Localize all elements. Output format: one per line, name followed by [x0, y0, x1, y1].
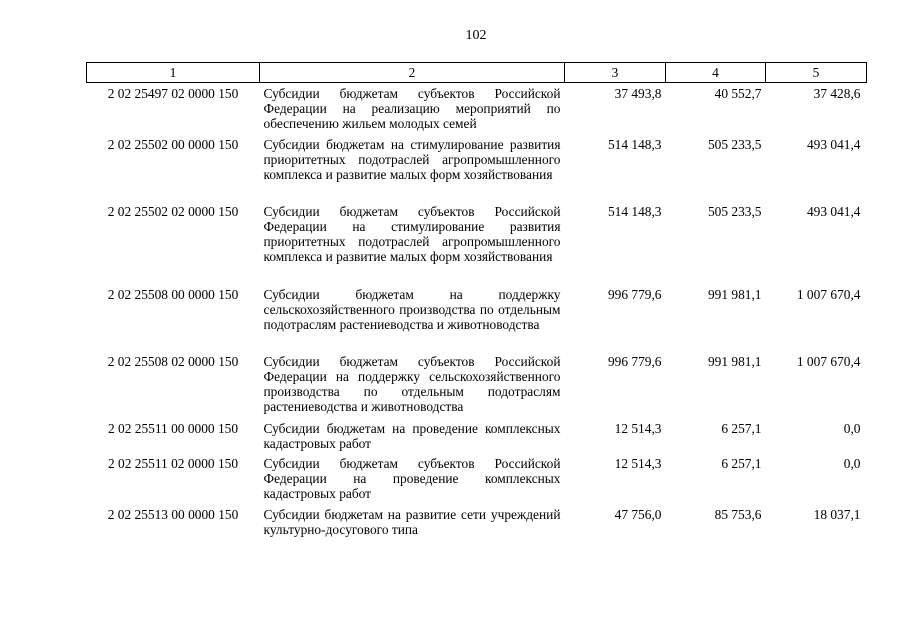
amount-col-4: 85 753,6 [714, 506, 762, 522]
budget-item-name: Субсидии бюджетам на стимулирование развития приоритетных подотраслей агропромышленного комплекса и развитие малых форм хозяйствования [263, 136, 561, 182]
amount-col-3: 12 514,3 [614, 455, 662, 471]
amount-col-4: 505 233,5 [707, 203, 762, 219]
amount-col-4: 6 257,1 [721, 455, 762, 471]
column-header-3: 3 [565, 63, 666, 83]
page-number: 102 [465, 28, 487, 43]
amount-col-3: 12 514,3 [614, 420, 662, 436]
budget-item-name: Субсидии бюджетам на поддержку сельскохозяйственного производства по отдельным подотраслям растениеводства и животноводства [263, 286, 561, 332]
amount-col-5: 37 428,6 [813, 86, 861, 101]
budget-code: 2 02 25511 00 0000 150 [107, 420, 239, 436]
column-header-1: 1 [87, 63, 260, 83]
amount-col-5: 493 041,4 [806, 203, 861, 219]
amount-col-3: 996 779,6 [607, 286, 662, 302]
amount-col-3: 47 756,0 [614, 506, 662, 522]
budget-item-name: Субсидии бюджетам субъектов Российской Федерации на поддержку сельскохозяйственного производства по отдельным подотраслям растениеводства и животноводства [263, 353, 561, 415]
table-row [87, 83, 867, 134]
budget-item-name: Субсидии бюджетам субъектов Российской Федерации на стимулирование развития приоритетных подотраслей агропромышленного комплекса и развитие малых форм хозяйствования [263, 203, 561, 265]
amount-col-4: 6 257,1 [721, 420, 762, 436]
amount-col-5: 1 007 670,4 [796, 286, 861, 302]
column-header-2: 2 [260, 63, 565, 83]
header-row [87, 63, 867, 83]
column-header-4: 4 [666, 63, 766, 83]
budget-code: 2 02 25511 02 0000 150 [107, 455, 239, 471]
budget-code: 2 02 25497 02 0000 150 [107, 86, 239, 101]
table-row [87, 201, 867, 284]
budget-code: 2 02 25513 00 0000 150 [107, 506, 239, 522]
table-row [87, 453, 867, 504]
budget-item-name: Субсидии бюджетам субъектов Российской Федерации на реализацию мероприятий по обеспечению жильем молодых семей [263, 86, 561, 132]
amount-col-5: 18 037,1 [813, 506, 861, 522]
table-row [87, 504, 867, 539]
amount-col-5: 0,0 [843, 455, 861, 471]
budget-code: 2 02 25502 02 0000 150 [107, 203, 239, 219]
table-row [87, 284, 867, 351]
budget-code: 2 02 25502 00 0000 150 [107, 136, 239, 152]
table-header [87, 63, 867, 83]
amount-col-4: 991 981,1 [707, 286, 762, 302]
budget-code: 2 02 25508 00 0000 150 [107, 286, 239, 302]
table-body [87, 83, 867, 539]
amount-col-5: 493 041,4 [806, 136, 861, 152]
amount-col-5: 0,0 [843, 420, 861, 436]
amount-col-3: 514 148,3 [607, 136, 662, 152]
budget-table [86, 62, 867, 539]
amount-col-3: 37 493,8 [614, 86, 662, 101]
amount-col-4: 505 233,5 [707, 136, 762, 152]
amount-col-4: 40 552,7 [714, 86, 762, 101]
table-row [87, 351, 867, 418]
budget-item-name: Субсидии бюджетам на проведение комплексных кадастровых работ [263, 420, 561, 451]
column-header-5: 5 [766, 63, 867, 83]
table-row [87, 134, 867, 201]
budget-code: 2 02 25508 02 0000 150 [107, 353, 239, 369]
amount-col-3: 996 779,6 [607, 353, 662, 369]
budget-item-name: Субсидии бюджетам на развитие сети учреждений культурно-досугового типа [263, 506, 561, 537]
table-row [87, 418, 867, 453]
amount-col-4: 991 981,1 [707, 353, 762, 369]
amount-col-5: 1 007 670,4 [796, 353, 861, 369]
budget-item-name: Субсидии бюджетам субъектов Российской Федерации на проведение комплексных кадастровых работ [263, 455, 561, 501]
amount-col-3: 514 148,3 [607, 203, 662, 219]
